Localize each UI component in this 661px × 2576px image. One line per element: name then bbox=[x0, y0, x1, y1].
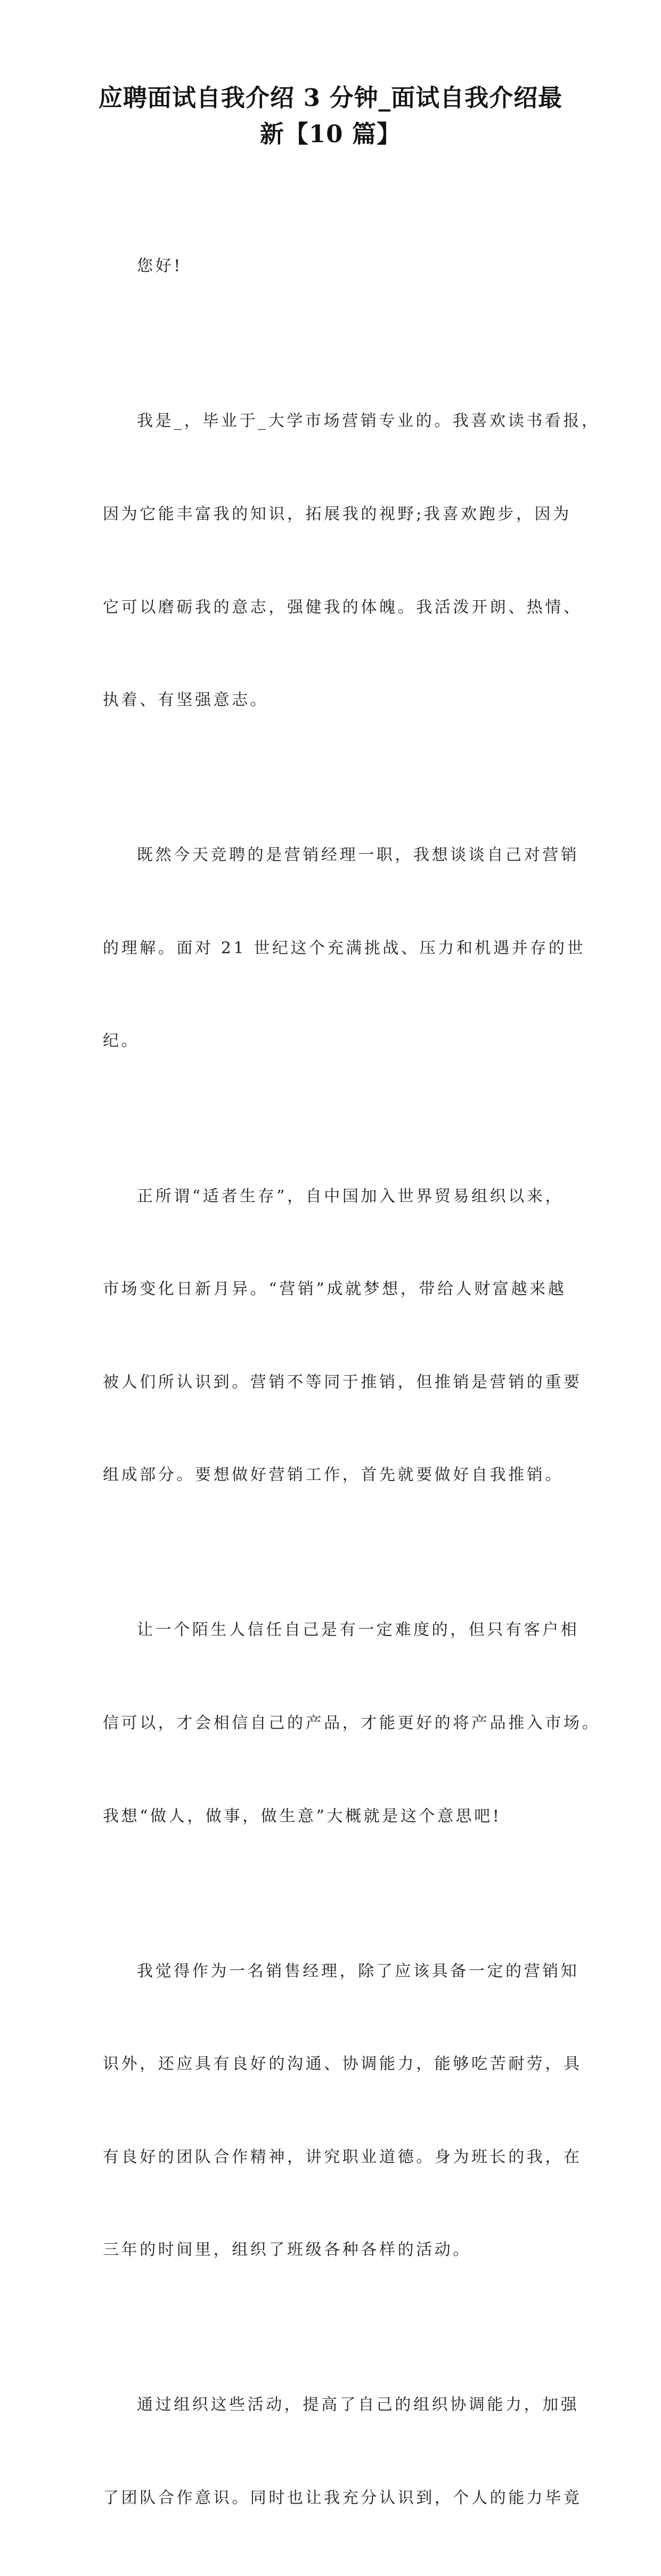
text-line: 纪。 bbox=[103, 1032, 140, 1051]
text-line: 我觉得作为一名销售经理，除了应该具备一定的营销知 bbox=[137, 1961, 580, 1981]
title-line-1: 应聘面试自我介绍 3 分钟_面试自我介绍最 bbox=[98, 84, 563, 112]
text-line: 识外，还应具有良好的沟通、协调能力，能够吃苦耐劳，具 bbox=[103, 2055, 582, 2074]
text-line: 被人们所认识到。营销不等同于推销，但推销是营销的重要 bbox=[103, 1372, 582, 1392]
text-line: 有良好的团队合作精神，讲究职业道德。身为班长的我，在 bbox=[103, 2147, 582, 2166]
paragraph-3 bbox=[103, 1119, 582, 1553]
text-line: 信可以，才会相信自己的产品，才能更好的将产品推入市场。 bbox=[103, 1713, 601, 1732]
text-line: 执着、有坚强意志。 bbox=[103, 691, 269, 710]
text-line: 组成部分。要想做好营销工作，首先就要做好自我推销。 bbox=[103, 1466, 564, 1485]
text-line: 正所谓“适者生存”，自中国加入世界贸易组织以来， bbox=[137, 1187, 564, 1206]
text-line: 的理解。面对 21 世纪这个充满挑战、压力和机遇并存的世 bbox=[103, 938, 586, 958]
text-line: 它可以磨砺我的意志，强健我的体魄。我活泼开朗、热情、 bbox=[103, 598, 582, 617]
document-body bbox=[103, 189, 601, 2576]
text-line: 了团队合作意识。同时也让我充分认识到，个人的能力毕竟 bbox=[103, 2489, 582, 2508]
text-line: 我是_，毕业于_大学市场营销专业的。我喜欢读书看报， bbox=[137, 412, 600, 431]
paragraph-5 bbox=[103, 1894, 582, 2328]
text-line: 我想“做人，做事，做生意”大概就是这个意思吧! bbox=[103, 1806, 502, 1826]
text-line: 市场变化日新月异。“营销”成就梦想，带给人财富越来越 bbox=[103, 1280, 567, 1299]
text-line: 三年的时间里，组织了班级各种各样的活动。 bbox=[103, 2240, 471, 2260]
text-line: 让一个陌生人信任自己是有一定难度的，但只有客户相 bbox=[137, 1621, 580, 1640]
text-line: 通过组织这些活动，提高了自己的组织协调能力，加强 bbox=[137, 2395, 580, 2415]
paragraph-greeting bbox=[103, 189, 566, 344]
paragraph-2 bbox=[103, 778, 586, 1119]
paragraph-4 bbox=[103, 1553, 601, 1894]
title-line-2: 新【10 篇】 bbox=[259, 120, 402, 148]
text-line: 因为它能丰富我的知识，拓展我的视野;我喜欢跑步，因为 bbox=[103, 505, 572, 524]
text-line: 既然今天竞聘的是营销经理一职，我想谈谈自己对营销 bbox=[137, 846, 580, 865]
text-line: 您好! bbox=[137, 257, 183, 276]
paragraph-1 bbox=[103, 344, 600, 778]
paragraph-6 bbox=[103, 2328, 582, 2576]
document-title bbox=[93, 80, 568, 152]
